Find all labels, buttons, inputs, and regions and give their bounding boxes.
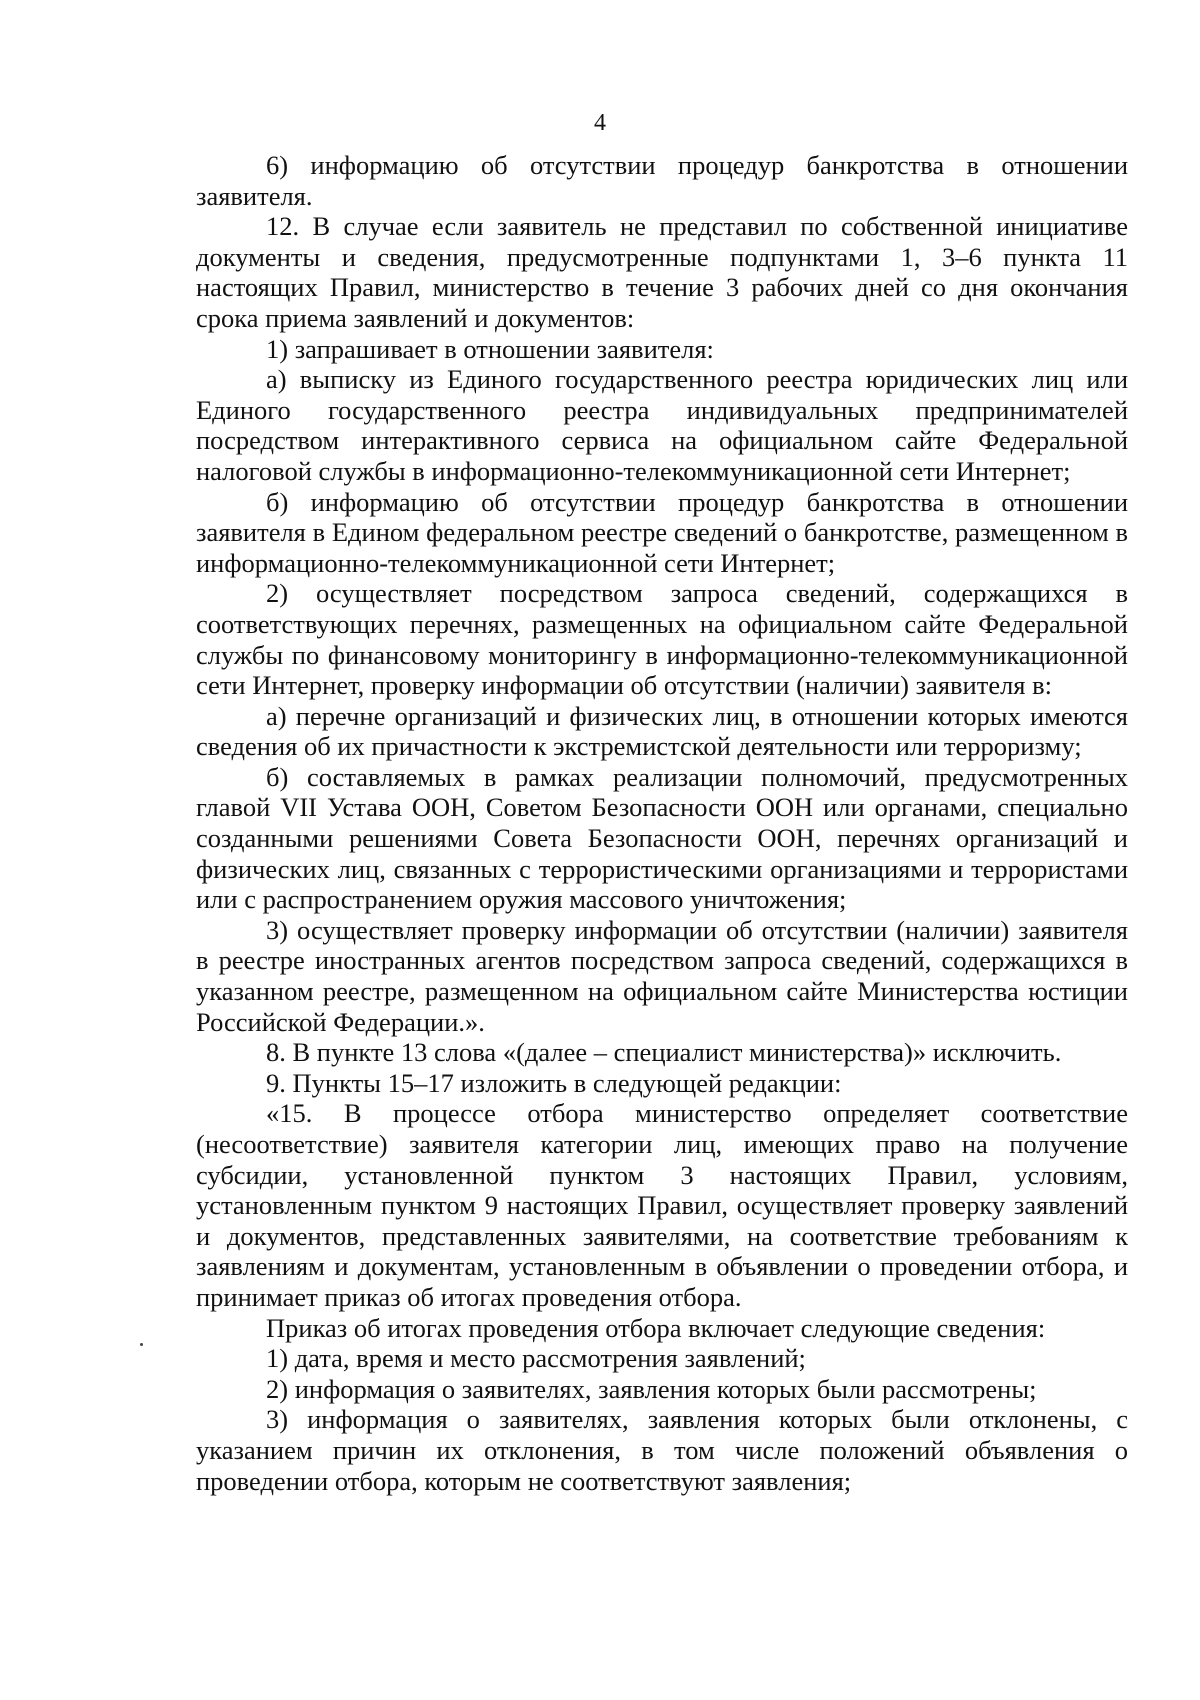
order-contents-intro: Приказ об итогах проведения отбора включает следующие сведения: [266, 1312, 1046, 1343]
subitem-3-foreign-agents: 3) осуществляет проверку информации об отсутствии (наличии) заявителя в реестре иностранных агентов посредством запроса сведений, содержащихся в указанном реестре, размещенном на официальном сайте Министерства юстиции Российской Федерации.». [196, 914, 1128, 1037]
amendment-9: 9. Пункты 15–17 изложить в следующей редакции: [266, 1067, 842, 1098]
subitem-1b-bankruptcy: б) информацию об отсутствии процедур банкротства в отношении заявителя в Едином федеральном реестре сведений о банкротстве, размещенном в информационно-телекоммуникационной сети Интернет; [196, 486, 1128, 578]
subitem-2a-extremism-list: а) перечне организаций и физических лиц, в отношении которых имеются сведения об их причастности к экстремистской деятельности или терроризму; [196, 700, 1128, 762]
amendment-8: 8. В пункте 13 слова «(далее – специалист министерства)» исключить. [266, 1037, 1062, 1068]
subitem-2-check: 2) осуществляет посредством запроса сведений, содержащихся в соответствующих перечнях, размещенных на официальном сайте Федеральной службы по финансовому мониторингу в информационно-телекоммуникационной сети Интернет, проверку информации об отсутствии (наличии) заявителя в: [196, 578, 1128, 701]
order-item-2: 2) информация о заявителях, заявления которых были рассмотрены; [266, 1373, 1037, 1404]
paragraph-15: «15. В процессе отбора министерство определяет соответствие (несоответствие) заявителя категории лиц, имеющих право на получение субсидии, установленной пунктом 3 настоящих Правил, условиям, установленным пунктом 9 настоящих Правил, осуществляет проверку заявлений и документов, представленных заявителями, на соответствие требованиям к заявлениям и документам, установленным в объявлении о проведении отбора, и принимает приказ об итогах проведения отбора. [196, 1098, 1128, 1312]
scan-speck [140, 1343, 143, 1346]
paragraph-12: 12. В случае если заявитель не представил по собственной инициативе документы и сведения, предусмотренные подпунктами 1, 3–6 пункта 11 настоящих Правил, министерство в течение 3 рабочих дней со дня окончания срока приема заявлений и документов: [196, 211, 1128, 333]
subitem-1-requests: 1) запрашивает в отношении заявителя: [266, 333, 714, 364]
order-item-1: 1) дата, время и место рассмотрения заявлений; [266, 1343, 806, 1374]
order-item-3: 3) информация о заявителях, заявления которых были отклонены, с указанием причин их отклонения, в том числе положений объявления о проведении отбора, которым не соответствуют заявления; [196, 1404, 1128, 1496]
subitem-1a-extract: а) выписку из Единого государственного реестра юридических лиц или Единого государственного реестра индивидуальных предпринимателей посредством интерактивного сервиса на официальном сайте Федеральной налоговой службы в информационно-телекоммуникационной сети Интернет; [196, 364, 1128, 486]
paragraph-6-bankruptcy-info: 6) информацию об отсутствии процедур банкротства в отношении заявителя. [196, 150, 1128, 211]
subitem-2b-un-lists: б) составляемых в рамках реализации полномочий, предусмотренных главой VII Устава ООН, Советом Безопасности ООН или органами, специально созданными решениями Совета Безопасности ООН, перечнях организаций и физических лиц, связанных с террористическими организациями и террористами или с распространением оружия массового уничтожения; [196, 761, 1128, 915]
page-number: 4 [594, 110, 606, 136]
document-body [196, 150, 1128, 1496]
